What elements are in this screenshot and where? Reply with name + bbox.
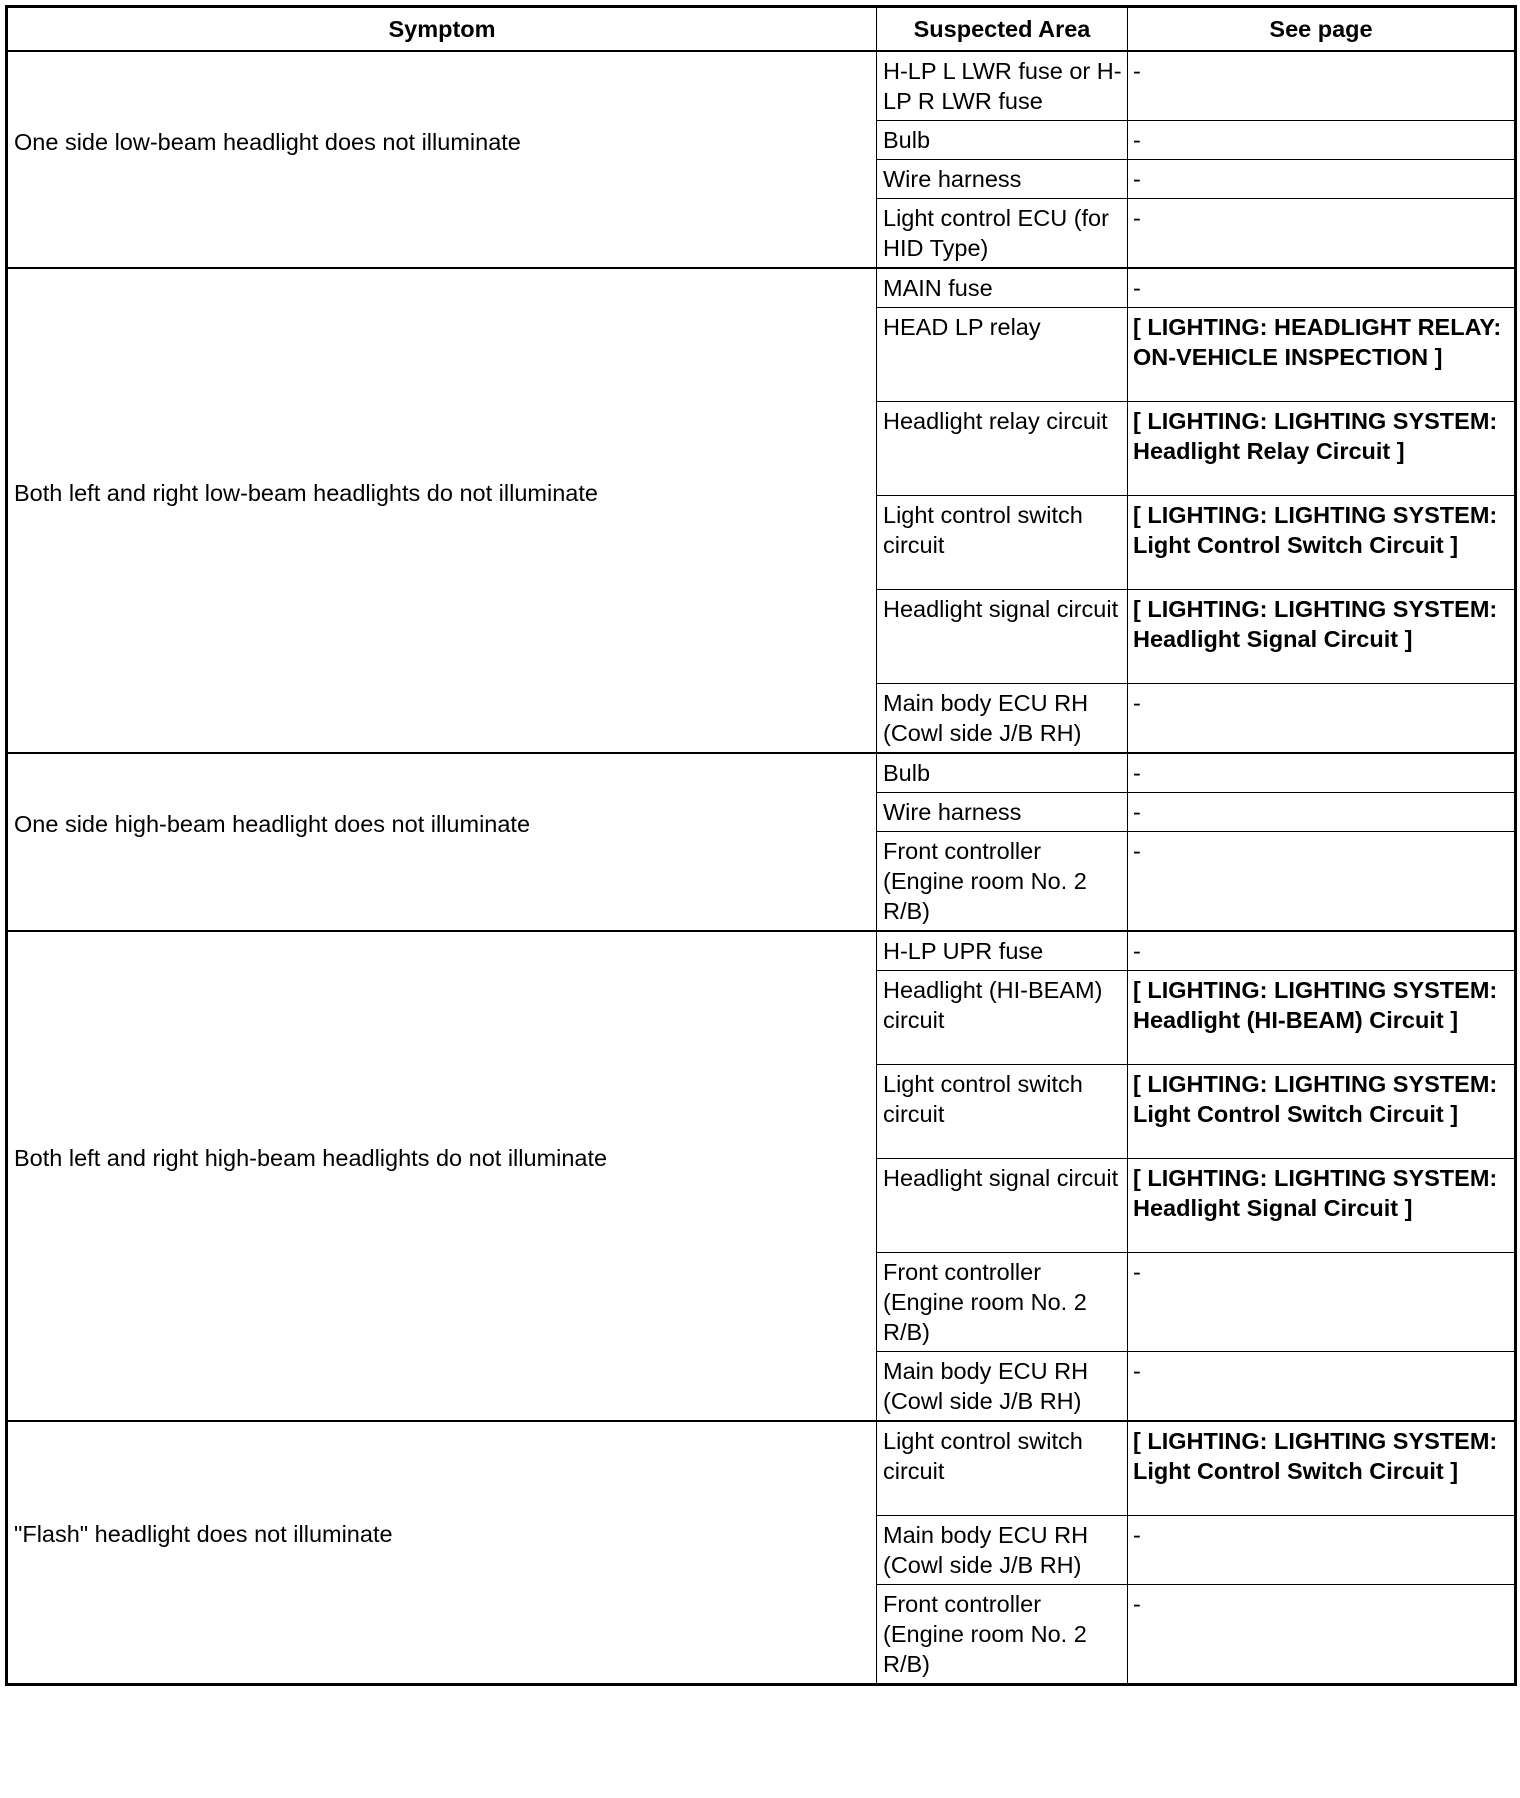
suspected-area-cell: Light control switch circuit xyxy=(877,1421,1128,1515)
table-row xyxy=(7,1421,1516,1515)
symptom-group xyxy=(7,931,1516,1421)
suspected-area-cell: Headlight signal circuit xyxy=(877,1159,1128,1253)
suspected-area-cell: Front controller (Engine room No. 2 R/B) xyxy=(877,832,1128,932)
suspected-area-cell: H-LP L LWR fuse or H-LP R LWR fuse xyxy=(877,51,1128,121)
see-page-cell: - xyxy=(1128,1352,1516,1422)
suspected-area-cell: Headlight relay circuit xyxy=(877,402,1128,496)
table-row xyxy=(7,268,1516,308)
suspected-area-cell: Main body ECU RH (Cowl side J/B RH) xyxy=(877,1352,1128,1422)
see-page-link[interactable]: [ LIGHTING: LIGHTING SYSTEM: Light Control Switch Circuit ] xyxy=(1128,496,1516,590)
see-page-cell: - xyxy=(1128,1253,1516,1352)
suspected-area-cell: Main body ECU RH (Cowl side J/B RH) xyxy=(877,1515,1128,1584)
suspected-area-cell: Bulb xyxy=(877,121,1128,160)
see-page-cell: - xyxy=(1128,1584,1516,1684)
suspected-area-cell: Front controller (Engine room No. 2 R/B) xyxy=(877,1253,1128,1352)
suspected-area-cell: Headlight signal circuit xyxy=(877,590,1128,684)
table-row xyxy=(7,931,1516,971)
suspected-area-cell: Wire harness xyxy=(877,793,1128,832)
suspected-area-cell: Light control switch circuit xyxy=(877,496,1128,590)
header-row xyxy=(7,7,1516,52)
table-row xyxy=(7,51,1516,121)
see-page-cell: - xyxy=(1128,51,1516,121)
symptom-cell: One side low-beam headlight does not illuminate xyxy=(7,51,877,268)
see-page-cell: - xyxy=(1128,793,1516,832)
suspected-area-cell: Wire harness xyxy=(877,160,1128,199)
symptom-group xyxy=(7,268,1516,753)
see-page-cell: - xyxy=(1128,268,1516,308)
symptom-cell: "Flash" headlight does not illuminate xyxy=(7,1421,877,1684)
symptom-cell: Both left and right low-beam headlights do not illuminate xyxy=(7,268,877,753)
symptom-cell: One side high-beam headlight does not illuminate xyxy=(7,753,877,931)
see-page-link[interactable]: [ LIGHTING: LIGHTING SYSTEM: Light Control Switch Circuit ] xyxy=(1128,1065,1516,1159)
suspected-area-cell: Light control ECU (for HID Type) xyxy=(877,199,1128,269)
see-page-cell: - xyxy=(1128,160,1516,199)
see-page-link[interactable]: [ LIGHTING: LIGHTING SYSTEM: Headlight Relay Circuit ] xyxy=(1128,402,1516,496)
suspected-area-cell: Main body ECU RH (Cowl side J/B RH) xyxy=(877,684,1128,754)
header-suspected-area: Suspected Area xyxy=(877,7,1128,52)
see-page-link[interactable]: [ LIGHTING: HEADLIGHT RELAY: ON-VEHICLE INSPECTION ] xyxy=(1128,308,1516,402)
see-page-cell: - xyxy=(1128,684,1516,754)
suspected-area-cell: MAIN fuse xyxy=(877,268,1128,308)
see-page-cell: - xyxy=(1128,121,1516,160)
symptom-cell: Both left and right high-beam headlights do not illuminate xyxy=(7,931,877,1421)
suspected-area-cell: Bulb xyxy=(877,753,1128,793)
suspected-area-cell: H-LP UPR fuse xyxy=(877,931,1128,971)
suspected-area-cell: Light control switch circuit xyxy=(877,1065,1128,1159)
header-symptom: Symptom xyxy=(7,7,877,52)
see-page-cell: - xyxy=(1128,199,1516,269)
symptom-group xyxy=(7,51,1516,268)
see-page-link[interactable]: [ LIGHTING: LIGHTING SYSTEM: Headlight Signal Circuit ] xyxy=(1128,590,1516,684)
suspected-area-cell: HEAD LP relay xyxy=(877,308,1128,402)
table-row xyxy=(7,753,1516,793)
symptom-table xyxy=(5,5,1517,1686)
see-page-cell: - xyxy=(1128,832,1516,932)
see-page-link[interactable]: [ LIGHTING: LIGHTING SYSTEM: Light Control Switch Circuit ] xyxy=(1128,1421,1516,1515)
see-page-cell: - xyxy=(1128,1515,1516,1584)
symptom-group xyxy=(7,1421,1516,1684)
suspected-area-cell: Front controller (Engine room No. 2 R/B) xyxy=(877,1584,1128,1684)
header-see-page: See page xyxy=(1128,7,1516,52)
see-page-link[interactable]: [ LIGHTING: LIGHTING SYSTEM: Headlight Signal Circuit ] xyxy=(1128,1159,1516,1253)
see-page-cell: - xyxy=(1128,931,1516,971)
see-page-cell: - xyxy=(1128,753,1516,793)
symptom-group xyxy=(7,753,1516,931)
see-page-link[interactable]: [ LIGHTING: LIGHTING SYSTEM: Headlight (HI-BEAM) Circuit ] xyxy=(1128,971,1516,1065)
suspected-area-cell: Headlight (HI-BEAM) circuit xyxy=(877,971,1128,1065)
